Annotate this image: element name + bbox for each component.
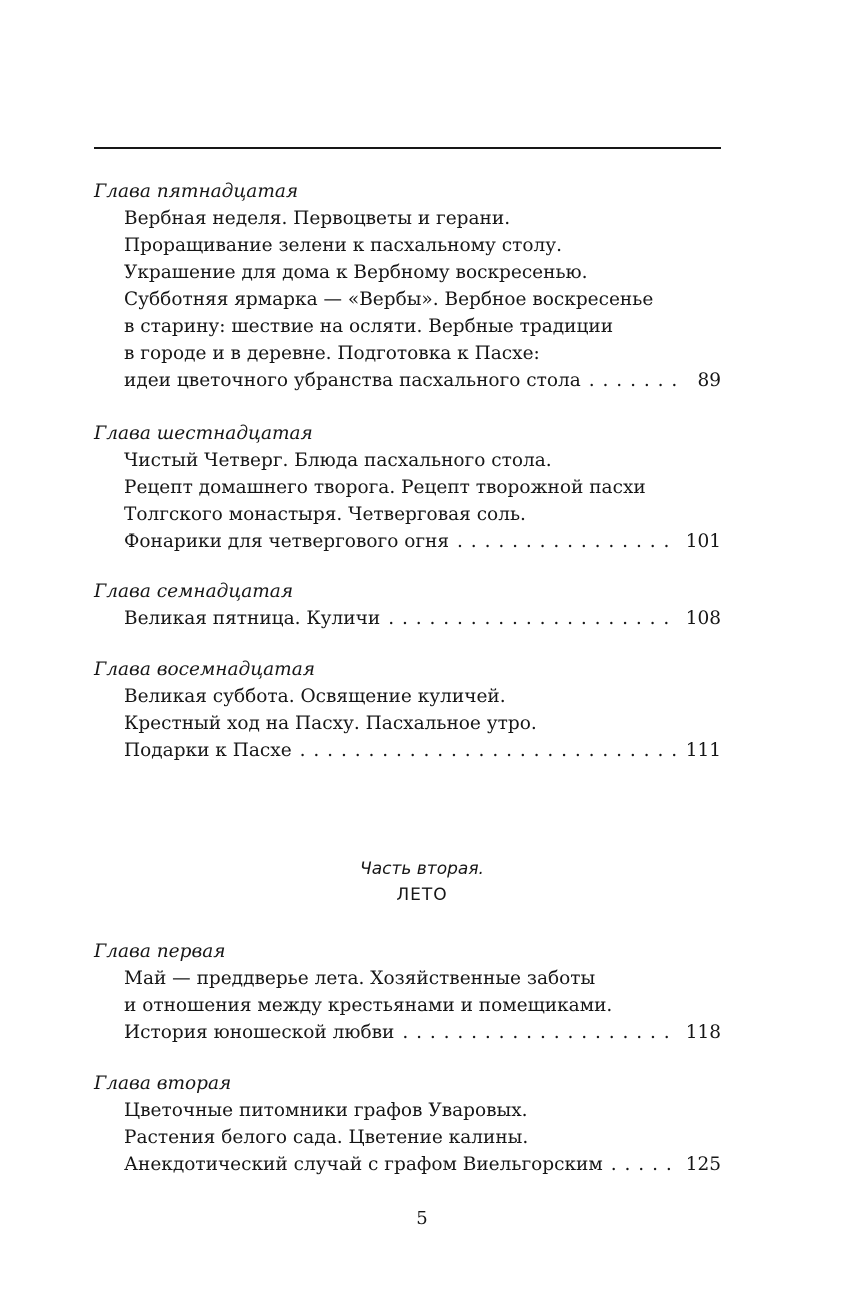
dot-leader bbox=[388, 605, 675, 632]
chapter-title: Глава шестнадцатая bbox=[94, 423, 313, 444]
entry-last-line bbox=[124, 605, 721, 632]
entry-last-line bbox=[124, 528, 721, 555]
entry-line: История юношеской любви bbox=[124, 1022, 395, 1043]
page-ref: 89 bbox=[697, 370, 721, 391]
entry-line: Великая суббота. Освящение куличей. bbox=[124, 686, 506, 707]
entry-line: Цветочные питомники графов Уваровых. bbox=[124, 1100, 528, 1121]
dot-leader bbox=[611, 1151, 676, 1178]
chapter-entry bbox=[94, 683, 721, 764]
entry-line: Подарки к Пасхе bbox=[124, 740, 292, 761]
entry-last-line bbox=[124, 1019, 721, 1046]
entry-line: Крестный ход на Пасху. Пасхальное утро. bbox=[124, 713, 537, 734]
toc-chapter-1 bbox=[94, 938, 721, 1046]
entry-last-line bbox=[124, 737, 721, 764]
chapter-title: Глава семнадцатая bbox=[94, 581, 294, 602]
page-ref: 118 bbox=[685, 1022, 721, 1043]
entry-line: в городе и в деревне. Подготовка к Пасхе: bbox=[124, 343, 540, 364]
part-header bbox=[0, 856, 844, 908]
toc-chapter-15 bbox=[94, 178, 721, 394]
dot-leader bbox=[402, 1019, 675, 1046]
chapter-entry bbox=[94, 447, 721, 555]
entry-line: Май — преддверье лета. Хозяйственные заботы bbox=[124, 968, 596, 989]
toc-chapter-16 bbox=[94, 420, 721, 555]
entry-line: Толгского монастыря. Четверговая соль. bbox=[124, 504, 526, 525]
entry-line: Чистый Четверг. Блюда пасхального стола. bbox=[124, 450, 552, 471]
entry-line: Фонарики для четвергового огня bbox=[124, 531, 450, 552]
entry-line: Растения белого сада. Цветение калины. bbox=[124, 1127, 529, 1148]
part-title: ЛЕТО bbox=[396, 885, 448, 905]
entry-line: Великая пятница. Куличи bbox=[124, 608, 381, 629]
top-rule bbox=[94, 147, 721, 149]
toc-chapter-17 bbox=[94, 578, 721, 632]
entry-line: и отношения между крестьянами и помещиками. bbox=[124, 995, 613, 1016]
entry-last-line bbox=[124, 1151, 721, 1178]
chapter-entry bbox=[94, 205, 721, 394]
entry-line: идеи цветочного убранства пасхального стола bbox=[124, 370, 581, 391]
dot-leader bbox=[300, 737, 676, 764]
page-ref: 111 bbox=[685, 740, 721, 761]
dot-leader bbox=[457, 528, 676, 555]
chapter-entry bbox=[94, 965, 721, 1046]
entry-line: Проращивание зелени к пасхальному столу. bbox=[124, 235, 563, 256]
entry-line: Вербная неделя. Первоцветы и герани. bbox=[124, 208, 511, 229]
part-label: Часть вторая. bbox=[360, 859, 484, 879]
page-number: 5 bbox=[416, 1208, 428, 1229]
toc-chapter-2 bbox=[94, 1070, 721, 1178]
toc-chapter-18 bbox=[94, 656, 721, 764]
page-ref: 108 bbox=[685, 608, 721, 629]
chapter-title: Глава вторая bbox=[94, 1073, 232, 1094]
chapter-title: Глава первая bbox=[94, 941, 226, 962]
page-ref: 125 bbox=[685, 1154, 721, 1175]
page-ref: 101 bbox=[685, 531, 721, 552]
entry-line: Рецепт домашнего творога. Рецепт творожной пасхи bbox=[124, 477, 646, 498]
entry-line: Анекдотический случай с графом Виельгорским bbox=[124, 1154, 603, 1175]
entry-line: Украшение для дома к Вербному воскресенью. bbox=[124, 262, 588, 283]
chapter-entry bbox=[94, 1097, 721, 1178]
dot-leader bbox=[589, 367, 677, 394]
entry-line: в старину: шествие на осляти. Вербные традиции bbox=[124, 316, 614, 337]
entry-line: Субботняя ярмарка — «Вербы». Вербное воскресенье bbox=[124, 289, 654, 310]
chapter-entry bbox=[94, 605, 721, 632]
chapter-title: Глава пятнадцатая bbox=[94, 181, 299, 202]
entry-last-line bbox=[124, 367, 721, 394]
chapter-title: Глава восемнадцатая bbox=[94, 659, 315, 680]
